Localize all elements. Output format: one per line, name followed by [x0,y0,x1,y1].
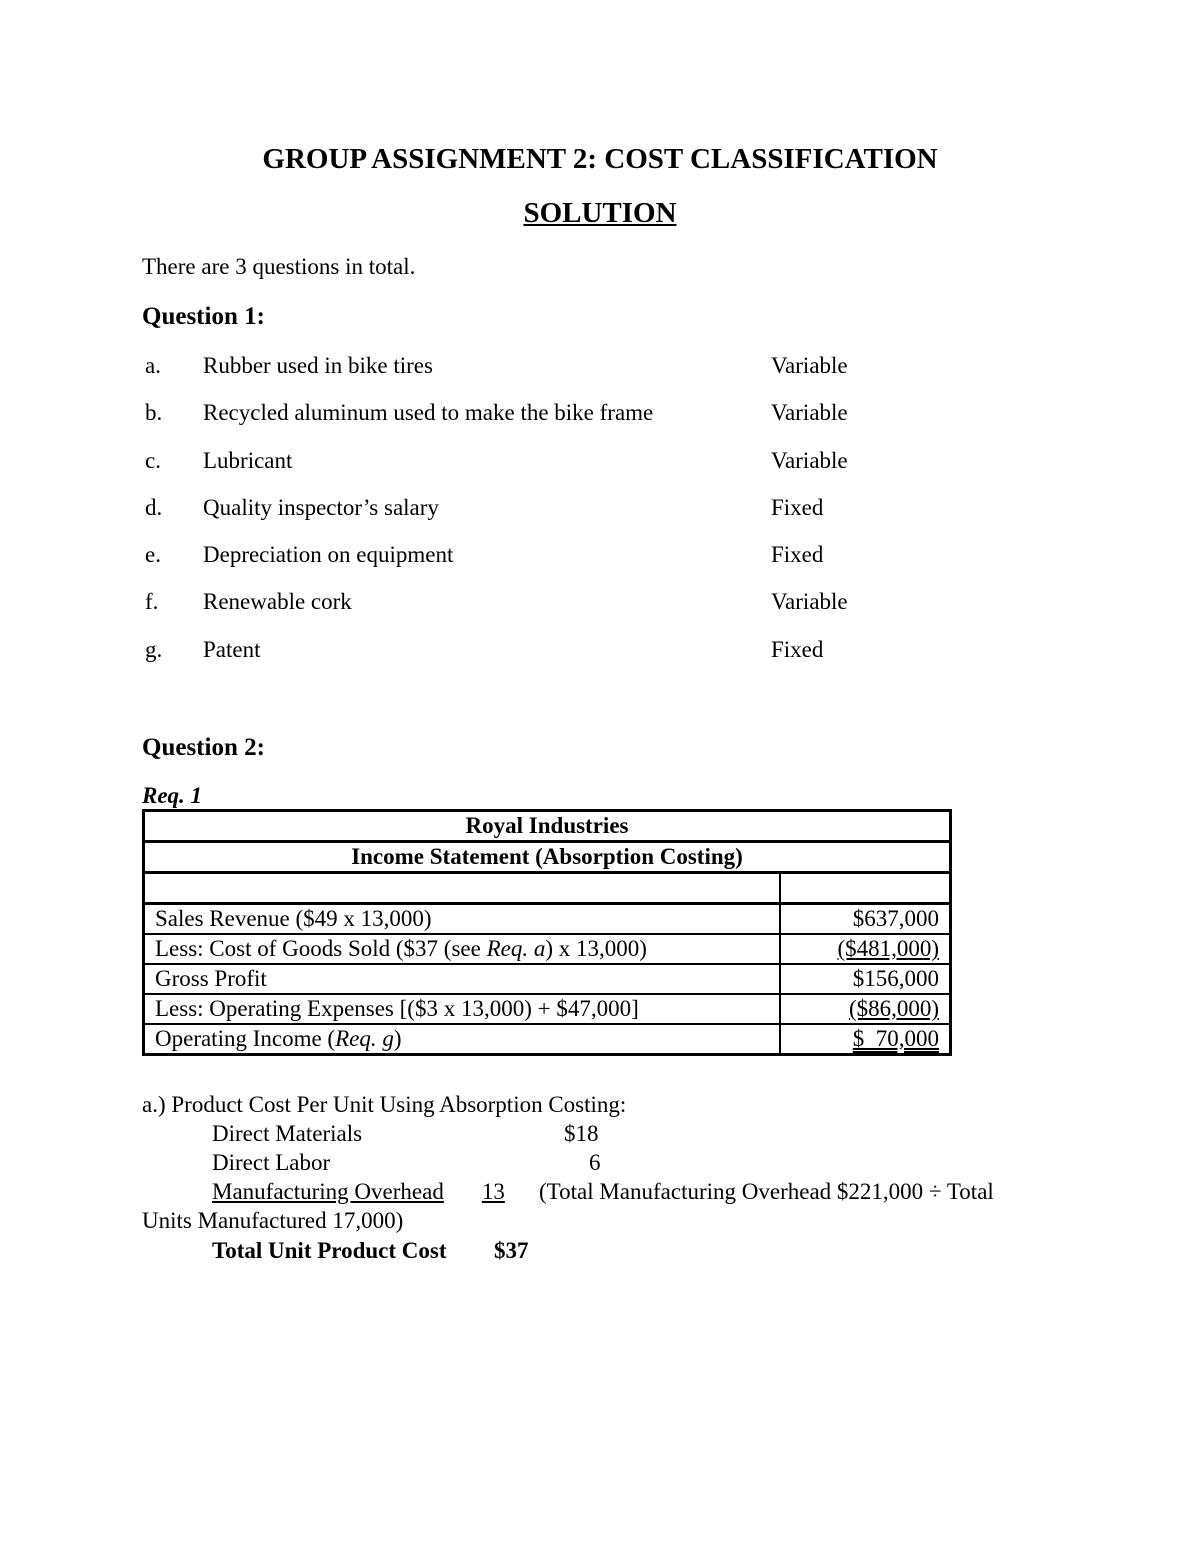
document-subtitle: SOLUTION [523,197,677,229]
row-label: Sales Revenue ($49 x 13,000) [144,904,780,935]
list-item-letter: b. [145,400,163,425]
calc-note: (Total Manufacturing Overhead $221,000 ÷ Total [539,1179,994,1204]
table-row [144,994,951,1024]
list-item-letter: e. [145,542,161,567]
list-item-letter: c. [145,448,161,473]
list-item-classification: Fixed [771,495,824,520]
list-item-cost: Depreciation on equipment [203,542,454,567]
list-item-letter: g. [145,637,163,662]
total-value: $37 [494,1238,529,1263]
question-1-heading: Question 1: [142,303,265,330]
calc-label: Direct Labor [212,1150,331,1175]
list-item-letter: a. [145,353,161,378]
list-item-letter: d. [145,495,163,520]
requirement-label: Req. 1 [142,783,203,808]
table-row [144,1024,951,1055]
row-amount: $156,000 [780,964,951,994]
list-item-cost: Rubber used in bike tires [203,353,433,378]
list-item-classification: Variable [771,589,848,614]
document-title: GROUP ASSIGNMENT 2: COST CLASSIFICATION [262,143,938,175]
calc-label: Manufacturing Overhead [212,1179,444,1204]
list-item-cost: Quality inspector’s salary [203,495,439,520]
table-row [144,934,951,964]
list-item-classification: Fixed [771,637,824,662]
list-item-classification: Variable [771,353,848,378]
list-item-cost: Recycled aluminum used to make the bike frame [203,400,654,425]
row-label: Less: Cost of Goods Sold ($37 (see Req. a) x 13,000) [144,934,780,964]
calc-value: $18 [564,1121,599,1146]
calc-value: 13 [481,1179,505,1204]
list-item-letter: f. [145,589,159,614]
row-amount: ($86,000) [780,994,951,1024]
list-item-cost: Lubricant [203,448,293,473]
row-amount: $ 70,000 [780,1024,951,1055]
list-item-classification: Variable [771,448,848,473]
statement-company: Royal Industries [144,811,951,842]
question-2-heading: Question 2: [142,734,265,761]
part-a-heading: a.) Product Cost Per Unit Using Absorption Costing: [142,1092,627,1117]
list-item-cost: Patent [203,637,261,662]
income-statement-table [142,809,952,1056]
calc-overhead-line [212,1179,994,1205]
row-label: Operating Income (Req. g) [144,1024,780,1055]
table-row [144,904,951,935]
row-amount: $637,000 [780,904,951,935]
list-item-classification: Variable [771,400,848,425]
row-amount: ($481,000) [780,934,951,964]
table-row [144,964,951,994]
table-row [144,873,951,904]
calc-value: 6 [589,1150,601,1175]
statement-title: Income Statement (Absorption Costing) [144,842,951,873]
calc-note-continued: Units Manufactured 17,000) [142,1208,404,1233]
list-item-cost: Renewable cork [203,589,352,614]
total-label: Total Unit Product Cost [212,1238,447,1263]
calc-label: Direct Materials [212,1121,363,1146]
intro-text: There are 3 questions in total. [142,254,416,279]
list-item-classification: Fixed [771,542,824,567]
row-label: Less: Operating Expenses [($3 x 13,000) + $47,000] [144,994,780,1024]
row-label: Gross Profit [144,964,780,994]
